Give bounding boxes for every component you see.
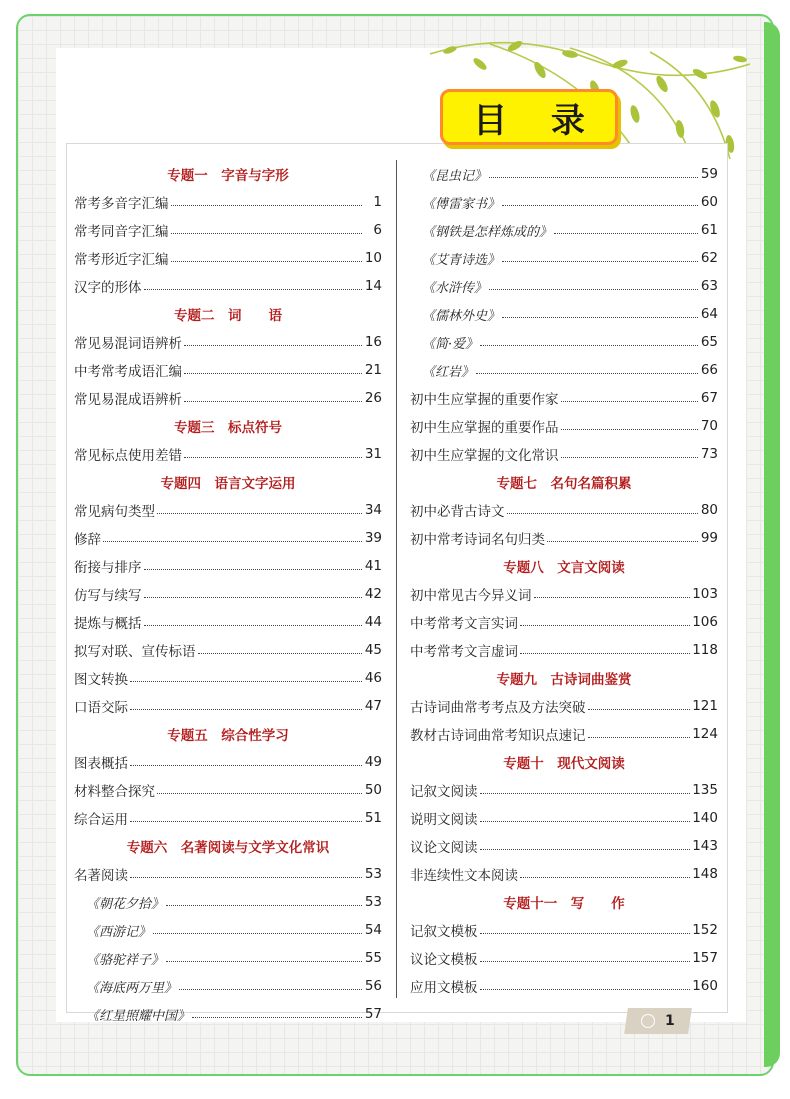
dot-leader bbox=[480, 933, 691, 934]
dot-leader bbox=[502, 317, 698, 318]
toc-entry-page: 140 bbox=[692, 810, 718, 826]
toc-entry[interactable] bbox=[74, 860, 382, 888]
toc-entry[interactable] bbox=[74, 608, 382, 636]
toc-entry-page: 106 bbox=[692, 614, 718, 630]
toc-entry-page: 99 bbox=[700, 530, 718, 546]
toc-entry-label: 名著阅读 bbox=[74, 868, 128, 884]
toc-book-entry[interactable] bbox=[410, 160, 718, 188]
toc-entry-label: 《儒林外史》 bbox=[422, 308, 501, 324]
dot-leader bbox=[561, 429, 699, 430]
page-title: 目 录 bbox=[473, 100, 601, 141]
toc-entry-page: 103 bbox=[692, 586, 718, 602]
section-heading: 专题四 语言文字运用 bbox=[160, 476, 296, 492]
toc-entry[interactable] bbox=[74, 496, 382, 524]
toc-entry-page: 14 bbox=[364, 278, 382, 294]
toc-entry-label: 应用文模板 bbox=[410, 980, 478, 996]
toc-entry[interactable] bbox=[74, 664, 382, 692]
toc-entry-label: 材料整合探究 bbox=[74, 784, 155, 800]
section-heading: 专题一 字音与字形 bbox=[167, 168, 289, 184]
toc-entry-label: 《红星照耀中国》 bbox=[86, 1008, 191, 1024]
section-heading: 专题六 名著阅读与文学文化常识 bbox=[126, 840, 330, 856]
dot-leader bbox=[502, 205, 698, 206]
toc-entry[interactable] bbox=[410, 972, 718, 1000]
toc-entry-page: 121 bbox=[692, 698, 718, 714]
dot-leader bbox=[130, 821, 362, 822]
toc-entry-page: 124 bbox=[692, 726, 718, 742]
toc-entry-label: 教材古诗词曲常考知识点速记 bbox=[410, 728, 586, 744]
toc-entry-page: 47 bbox=[364, 698, 382, 714]
dot-leader bbox=[480, 345, 698, 346]
dot-leader bbox=[588, 737, 691, 738]
toc-entry-label: 《海底两万里》 bbox=[86, 980, 178, 996]
toc-entry-label: 《水浒传》 bbox=[422, 280, 488, 296]
dot-leader bbox=[184, 401, 362, 402]
dot-leader bbox=[588, 709, 691, 710]
dot-leader bbox=[561, 457, 699, 458]
toc-entry-page: 50 bbox=[364, 782, 382, 798]
toc-entry-page: 6 bbox=[373, 222, 382, 238]
toc-entry-page: 56 bbox=[364, 978, 382, 994]
toc-entry-page: 44 bbox=[364, 614, 382, 630]
dot-leader bbox=[520, 653, 690, 654]
toc-entry-page: 60 bbox=[700, 194, 718, 210]
page-number-tab bbox=[624, 1008, 692, 1034]
toc-entry-page: 54 bbox=[364, 922, 382, 938]
dot-leader bbox=[480, 821, 691, 822]
toc-entry-label: 综合运用 bbox=[74, 812, 128, 828]
toc-entry-page: 46 bbox=[364, 670, 382, 686]
toc-book-entry[interactable] bbox=[74, 916, 382, 944]
toc-entry-page: 26 bbox=[364, 390, 382, 406]
toc-entry[interactable] bbox=[74, 692, 382, 720]
dot-leader bbox=[130, 709, 362, 710]
toc-entry-label: 《红岩》 bbox=[422, 364, 475, 380]
dot-leader bbox=[554, 233, 698, 234]
dot-leader bbox=[502, 261, 698, 262]
toc-entry-page: 10 bbox=[364, 250, 382, 266]
toc-entry-page: 16 bbox=[364, 334, 382, 350]
toc-entry-label: 说明文阅读 bbox=[410, 812, 478, 828]
toc-entry[interactable] bbox=[74, 272, 382, 300]
dot-leader bbox=[184, 457, 362, 458]
dot-leader bbox=[480, 961, 691, 962]
toc-entry-label: 仿写与续写 bbox=[74, 588, 142, 604]
notebook-spine bbox=[764, 22, 780, 1067]
toc-book-entry[interactable] bbox=[410, 188, 718, 216]
dot-leader bbox=[547, 541, 698, 542]
toc-entry-page: 65 bbox=[700, 334, 718, 350]
toc-entry-label: 古诗词曲常考考点及方法突破 bbox=[410, 700, 586, 716]
dot-leader bbox=[153, 933, 362, 934]
toc-entry[interactable] bbox=[74, 188, 382, 216]
toc-entry-page: 59 bbox=[700, 166, 718, 182]
toc-entry-page: 21 bbox=[364, 362, 382, 378]
toc-entry-label: 议论文模板 bbox=[410, 952, 478, 968]
toc-entry-page: 31 bbox=[364, 446, 382, 462]
toc-entry-label: 初中常考诗词名句归类 bbox=[410, 532, 545, 548]
dot-leader bbox=[198, 653, 363, 654]
toc-book-entry[interactable] bbox=[410, 244, 718, 272]
toc-entry-label: 《昆虫记》 bbox=[422, 168, 488, 184]
toc-entry-label: 《骆驼祥子》 bbox=[86, 952, 165, 968]
toc-entry[interactable] bbox=[410, 720, 718, 748]
toc-entry-label: 常见标点使用差错 bbox=[74, 448, 182, 464]
toc-entry-label: 《艾青诗选》 bbox=[422, 252, 501, 268]
toc-entry-label: 记叙文模板 bbox=[410, 924, 478, 940]
toc-entry-label: 初中常见古今异义词 bbox=[410, 588, 532, 604]
dot-leader bbox=[157, 793, 362, 794]
toc-book-entry[interactable] bbox=[410, 328, 718, 356]
toc-entry-label: 《朝花夕拾》 bbox=[86, 896, 165, 912]
toc-entry[interactable] bbox=[410, 692, 718, 720]
column-divider bbox=[396, 160, 397, 998]
toc-entry-page: 53 bbox=[364, 894, 382, 910]
toc-entry-page: 62 bbox=[700, 250, 718, 266]
toc-entry[interactable] bbox=[410, 944, 718, 972]
toc-entry-page: 61 bbox=[700, 222, 718, 238]
toc-entry-label: 常见易混词语辨析 bbox=[74, 336, 182, 352]
toc-book-entry[interactable] bbox=[74, 1000, 382, 1028]
toc-entry-label: 拟写对联、宣传标语 bbox=[74, 644, 196, 660]
page-number: 1 bbox=[665, 1013, 675, 1029]
toc-entry-page: 51 bbox=[364, 810, 382, 826]
toc-entry[interactable] bbox=[410, 636, 718, 664]
section-heading: 专题二 词 语 bbox=[174, 308, 282, 324]
section-heading: 专题三 标点符号 bbox=[174, 420, 282, 436]
dot-leader bbox=[130, 681, 362, 682]
toc-entry[interactable] bbox=[74, 524, 382, 552]
toc-entry-label: 提炼与概括 bbox=[74, 616, 142, 632]
dot-leader bbox=[166, 905, 362, 906]
dot-leader bbox=[480, 793, 691, 794]
toc-entry-label: 中考常考成语汇编 bbox=[74, 364, 182, 380]
dot-leader bbox=[179, 989, 362, 990]
dot-leader bbox=[561, 401, 699, 402]
toc-entry-label: 常见易混成语辨析 bbox=[74, 392, 182, 408]
toc-entry-label: 常考同音字汇编 bbox=[74, 224, 169, 240]
toc-entry-page: 148 bbox=[692, 866, 718, 882]
toc-entry-page: 157 bbox=[692, 950, 718, 966]
toc-book-entry[interactable] bbox=[74, 888, 382, 916]
toc-entry-label: 非连续性文本阅读 bbox=[410, 868, 518, 884]
toc-entry-label: 议论文阅读 bbox=[410, 840, 478, 856]
toc-entry-label: 初中生应掌握的文化常识 bbox=[410, 448, 559, 464]
toc-entry-page: 152 bbox=[692, 922, 718, 938]
toc-entry-page: 49 bbox=[364, 754, 382, 770]
toc-entry-page: 118 bbox=[692, 642, 718, 658]
toc-entry[interactable] bbox=[410, 524, 718, 552]
dot-leader bbox=[157, 513, 362, 514]
toc-entry-label: 图文转换 bbox=[74, 672, 128, 688]
dot-leader bbox=[144, 569, 363, 570]
toc-entry-label: 中考常考文言实词 bbox=[410, 616, 518, 632]
dot-leader bbox=[476, 373, 698, 374]
toc-entry-label: 记叙文阅读 bbox=[410, 784, 478, 800]
toc-entry[interactable] bbox=[410, 496, 718, 524]
dot-leader bbox=[534, 597, 691, 598]
section-heading: 专题十一 写 作 bbox=[503, 896, 625, 912]
toc-entry[interactable] bbox=[74, 636, 382, 664]
toc-entry-label: 《傅雷家书》 bbox=[422, 196, 501, 212]
toc-entry[interactable] bbox=[74, 244, 382, 272]
toc-entry[interactable] bbox=[74, 440, 382, 468]
toc-book-entry[interactable] bbox=[74, 944, 382, 972]
toc-left-column bbox=[74, 160, 382, 1028]
toc-entry[interactable] bbox=[410, 412, 718, 440]
toc-entry-label: 初中生应掌握的重要作品 bbox=[410, 420, 559, 436]
toc-entry-label: 常考形近字汇编 bbox=[74, 252, 169, 268]
toc-book-entry[interactable] bbox=[410, 216, 718, 244]
dot-leader bbox=[184, 373, 362, 374]
toc-entry-page: 41 bbox=[364, 558, 382, 574]
dot-leader bbox=[507, 513, 699, 514]
toc-entry-page: 73 bbox=[700, 446, 718, 462]
toc-entry-page: 64 bbox=[700, 306, 718, 322]
toc-entry-label: 常考多音字汇编 bbox=[74, 196, 169, 212]
toc-entry-page: 63 bbox=[700, 278, 718, 294]
toc-entry[interactable] bbox=[410, 580, 718, 608]
section-heading: 专题八 文言文阅读 bbox=[503, 560, 625, 576]
section-heading: 专题十 现代文阅读 bbox=[503, 756, 625, 772]
toc-entry[interactable] bbox=[410, 804, 718, 832]
toc-entry-label: 初中生应掌握的重要作家 bbox=[410, 392, 559, 408]
dot-leader bbox=[103, 541, 362, 542]
toc-entry-page: 39 bbox=[364, 530, 382, 546]
dot-leader bbox=[130, 765, 362, 766]
toc-entry[interactable] bbox=[74, 748, 382, 776]
toc-entry-page: 67 bbox=[700, 390, 718, 406]
toc-entry-page: 66 bbox=[700, 362, 718, 378]
toc-entry-label: 口语交际 bbox=[74, 700, 128, 716]
toc-entry[interactable] bbox=[74, 776, 382, 804]
toc-entry[interactable] bbox=[410, 440, 718, 468]
toc-entry-label: 图表概括 bbox=[74, 756, 128, 772]
dot-leader bbox=[480, 849, 691, 850]
title-plaque bbox=[440, 89, 618, 145]
toc-entry[interactable] bbox=[74, 580, 382, 608]
dot-leader bbox=[144, 289, 363, 290]
toc-entry[interactable] bbox=[74, 216, 382, 244]
toc-entry[interactable] bbox=[74, 804, 382, 832]
toc-entry-page: 42 bbox=[364, 586, 382, 602]
dot-leader bbox=[184, 345, 362, 346]
toc-entry[interactable] bbox=[74, 384, 382, 412]
toc-entry[interactable] bbox=[410, 776, 718, 804]
toc-entry-page: 143 bbox=[692, 838, 718, 854]
dot-leader bbox=[520, 625, 690, 626]
toc-entry-page: 34 bbox=[364, 502, 382, 518]
toc-book-entry[interactable] bbox=[410, 356, 718, 384]
dot-leader bbox=[489, 289, 698, 290]
toc-entry-page: 55 bbox=[364, 950, 382, 966]
toc-entry-page: 57 bbox=[364, 1006, 382, 1022]
toc-entry-label: 《西游记》 bbox=[86, 924, 152, 940]
dot-leader bbox=[144, 625, 363, 626]
toc-entry-page: 160 bbox=[692, 978, 718, 994]
toc-entry-page: 53 bbox=[364, 866, 382, 882]
toc-entry-label: 汉字的形体 bbox=[74, 280, 142, 296]
toc-entry-page: 1 bbox=[373, 194, 382, 210]
toc-entry-label: 《简·爱》 bbox=[422, 336, 479, 352]
dot-leader bbox=[480, 989, 691, 990]
toc-entry[interactable] bbox=[74, 552, 382, 580]
toc-book-entry[interactable] bbox=[410, 300, 718, 328]
dot-leader bbox=[144, 597, 363, 598]
section-heading: 专题九 古诗词曲鉴赏 bbox=[496, 672, 632, 688]
toc-entry[interactable] bbox=[74, 328, 382, 356]
toc-entry[interactable] bbox=[410, 384, 718, 412]
toc-entry[interactable] bbox=[410, 860, 718, 888]
toc-entry-label: 常见病句类型 bbox=[74, 504, 155, 520]
toc-entry-page: 70 bbox=[700, 418, 718, 434]
toc-entry-label: 初中必背古诗文 bbox=[410, 504, 505, 520]
section-heading: 专题五 综合性学习 bbox=[167, 728, 289, 744]
dot-leader bbox=[166, 961, 362, 962]
toc-entry-label: 衔接与排序 bbox=[74, 560, 142, 576]
dot-leader bbox=[489, 177, 698, 178]
section-heading: 专题七 名句名篇积累 bbox=[496, 476, 632, 492]
dot-leader bbox=[171, 261, 363, 262]
toc-entry-page: 80 bbox=[700, 502, 718, 518]
toc-entry-label: 《钢铁是怎样炼成的》 bbox=[422, 224, 553, 240]
toc-entry[interactable] bbox=[74, 356, 382, 384]
toc-right-column bbox=[410, 160, 718, 1000]
toc-entry[interactable] bbox=[410, 608, 718, 636]
dot-leader bbox=[171, 233, 363, 234]
toc-entry-label: 修辞 bbox=[74, 532, 101, 548]
dot-leader bbox=[192, 1017, 362, 1018]
toc-book-entry[interactable] bbox=[410, 272, 718, 300]
toc-entry-page: 45 bbox=[364, 642, 382, 658]
toc-entry-page: 135 bbox=[692, 782, 718, 798]
page-badge-icon bbox=[641, 1014, 655, 1028]
toc-entry[interactable] bbox=[410, 916, 718, 944]
dot-leader bbox=[130, 877, 362, 878]
toc-entry[interactable] bbox=[410, 832, 718, 860]
toc-entry-label: 中考常考文言虚词 bbox=[410, 644, 518, 660]
dot-leader bbox=[520, 877, 690, 878]
toc-book-entry[interactable] bbox=[74, 972, 382, 1000]
dot-leader bbox=[171, 205, 363, 206]
